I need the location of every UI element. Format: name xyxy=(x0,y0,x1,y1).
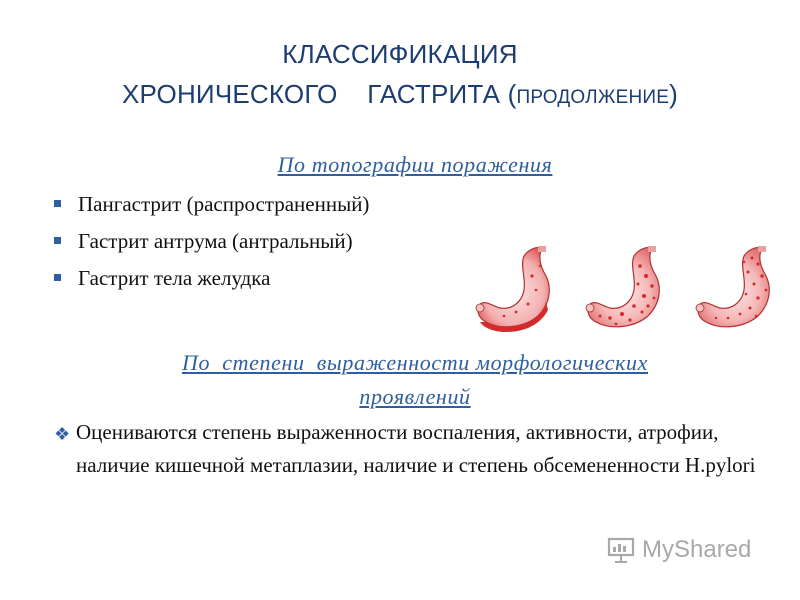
stomach-body-gastritis-image xyxy=(696,246,769,327)
square-bullet-icon xyxy=(54,274,61,281)
bullet-item xyxy=(52,192,369,229)
stomach-antrum-gastritis-image xyxy=(586,246,659,327)
square-bullet-icon xyxy=(54,237,61,244)
watermark-text: MyShared xyxy=(642,536,752,563)
section-heading-morphology xyxy=(0,346,800,414)
bullet-item xyxy=(52,229,369,266)
stomach-illustrations xyxy=(470,240,790,337)
slide-title xyxy=(0,34,800,118)
section-heading-morphology-line1: По степени выраженности морфологических xyxy=(181,350,648,375)
bullet-item xyxy=(52,266,369,303)
stomach-pangastritis-image xyxy=(476,246,549,332)
presentation-board-icon xyxy=(606,536,636,564)
bullet-text: Гастрит тела желудка xyxy=(78,266,271,290)
slide-title-line2 xyxy=(0,74,800,118)
slide-title-line1: КЛАССИФИКАЦИЯ xyxy=(282,39,518,69)
bullet-text: Гастрит антрума (антральный) xyxy=(78,229,353,253)
slide-title-line2-small: ПРОДОЛЖЕНИЕ xyxy=(516,87,670,108)
watermark xyxy=(606,536,751,564)
morphology-paragraph xyxy=(52,416,772,482)
bullet-text: Пангастрит (распространенный) xyxy=(78,192,370,216)
diamond-bullet-icon: ❖ xyxy=(54,424,71,444)
section-heading-morphology-line2: проявлений xyxy=(359,384,471,409)
square-bullet-icon xyxy=(54,200,61,207)
topography-bullet-list xyxy=(52,192,369,303)
slide-title-line2-end: ) xyxy=(669,79,678,109)
slide-title-line2-main: ХРОНИЧЕСКОГО ГАСТРИТА ( xyxy=(122,79,517,109)
section-heading-topography: По топографии поражения xyxy=(277,152,553,177)
stomach-illustration-row xyxy=(470,240,790,332)
morphology-paragraph-text: Оцениваются степень выраженности воспаления, активности, атрофии, наличие кишечной метаплазии, наличие и степень обсемененности H.pylori xyxy=(76,420,756,477)
